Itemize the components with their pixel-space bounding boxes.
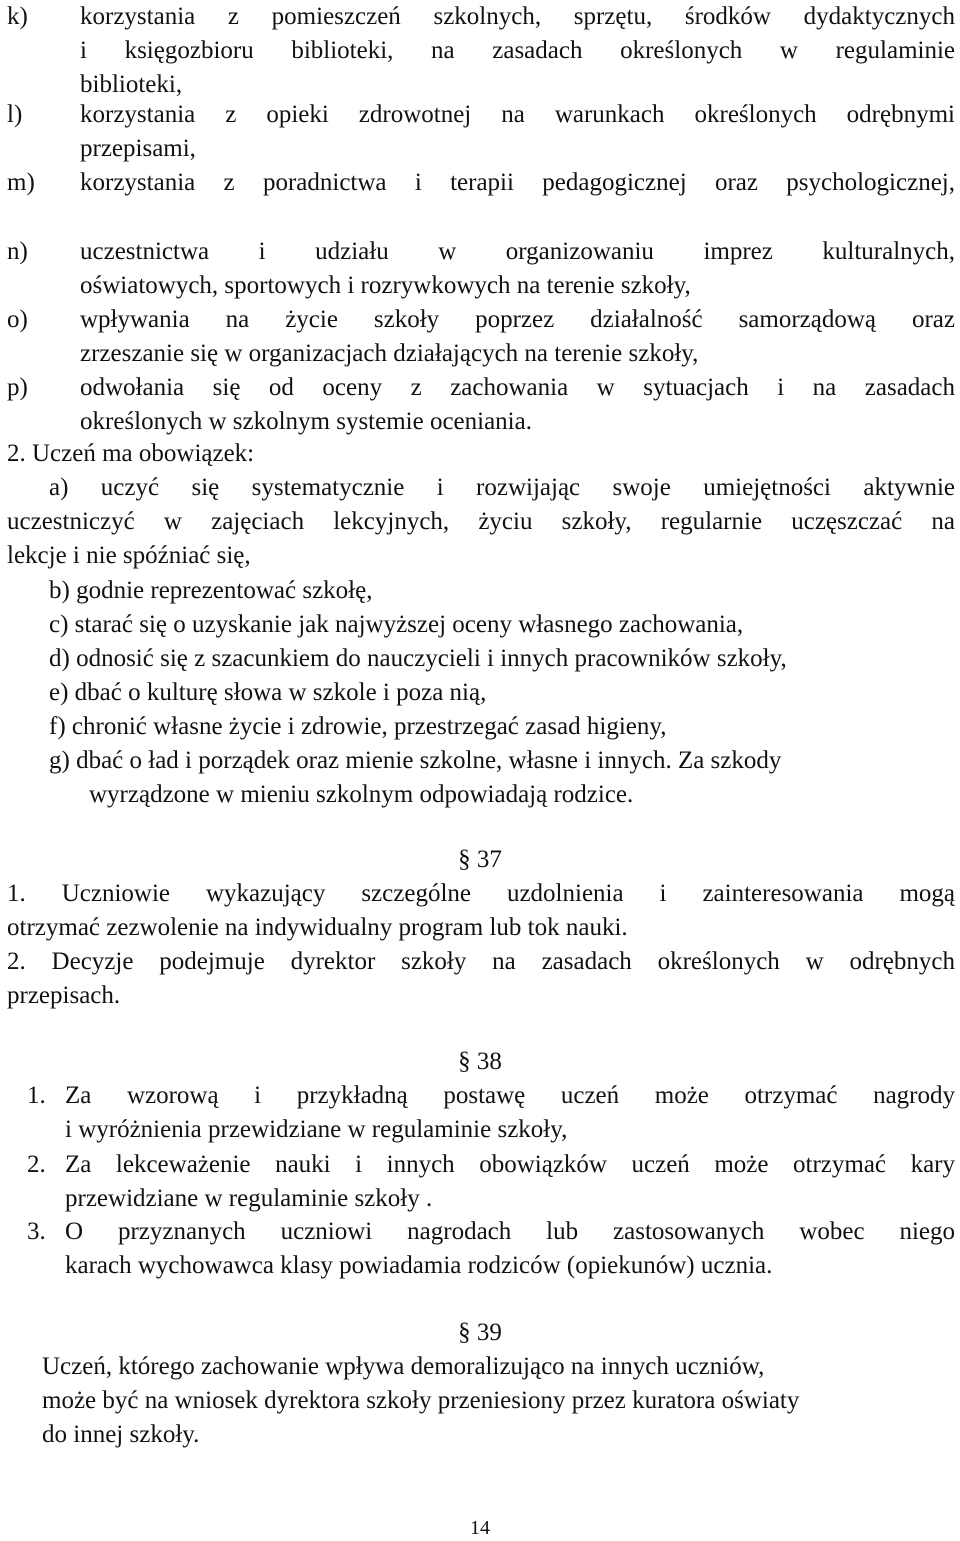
duty-item-c: c) starać się o uzyskanie jak najwyższej oceny własnego zachowania,	[49, 611, 744, 638]
page-number: 14	[470, 1517, 490, 1539]
line: może być na wniosek dyrektora szkoły przeniesiony przez kuratora oświaty	[42, 1387, 800, 1414]
duty-item-a	[7, 471, 955, 573]
list-label: l)	[7, 101, 23, 128]
line: oświatowych, sportowych i rozrywkowych na terenie szkoły,	[80, 272, 691, 299]
section-heading-37: § 37	[458, 846, 502, 873]
list-label: k)	[7, 3, 28, 30]
section-37-paragraph-1	[7, 877, 955, 945]
line: a) uczyć się systematycznie i rozwijając swoje umiejętności aktywnie	[49, 474, 955, 501]
line: Uczeń, którego zachowanie wpływa demoralizująco na innych uczniów,	[42, 1353, 765, 1380]
duty-item-g: g) dbać o ład i porządek oraz mienie szkolne, własne i innych. Za szkody	[49, 747, 782, 774]
line: Za wzorową i przykładną postawę uczeń może otrzymać nagrody	[65, 1082, 955, 1109]
line: biblioteki,	[80, 71, 183, 98]
list-label: m)	[7, 169, 35, 196]
line: 1. Uczniowie wykazujący szczególne uzdolnienia i zainteresowania mogą	[7, 880, 955, 907]
line: przepisach.	[7, 982, 121, 1009]
list-label: 3.	[27, 1218, 46, 1245]
line: uczestniczyć w zajęciach lekcyjnych, życiu szkoły, regularnie uczęszczać na	[7, 508, 955, 535]
line: przepisami,	[80, 135, 196, 162]
line: i wyróżnienia przewidziane w regulaminie szkoły,	[65, 1116, 568, 1143]
duty-items	[49, 574, 955, 812]
line: korzystania z poradnictwa i terapii pedagogicznej oraz psychologicznej,	[80, 169, 955, 196]
line: do innej szkoły.	[42, 1421, 200, 1448]
line: karach wychowawca klasy powiadamia rodziców (opiekunów) ucznia.	[65, 1252, 773, 1279]
line: określonych w szkolnym systemie oceniania.	[80, 408, 532, 435]
section-37-paragraph-2	[7, 945, 955, 1013]
duty-item-d: d) odnosić się z szacunkiem do nauczycieli i innych pracowników szkoły,	[49, 645, 787, 672]
line: Za lekceważenie nauki i innych obowiązków uczeń może otrzymać kary	[65, 1151, 955, 1178]
list-label: 1.	[27, 1082, 46, 1109]
list-label: 2.	[27, 1151, 46, 1178]
list-label: p)	[7, 374, 28, 401]
line: O przyznanych uczniowi nagrodach lub zastosowanych wobec niego	[65, 1218, 955, 1245]
line: 2. Decyzje podejmuje dyrektor szkoły na zasadach określonych w odrębnych	[7, 948, 955, 975]
line: uczestnictwa i udziału w organizowaniu imprez kulturalnych,	[80, 238, 955, 265]
line: przewidziane w regulaminie szkoły .	[65, 1185, 433, 1212]
duty-item-f: f) chronić własne życie i zdrowie, przestrzegać zasad higieny,	[49, 713, 667, 740]
line: wpływania na życie szkoły poprzez działalność samorządową oraz	[80, 306, 955, 333]
section-heading-38: § 38	[458, 1048, 502, 1075]
duties-heading: 2. Uczeń ma obowiązek:	[7, 440, 255, 467]
list-label: o)	[7, 306, 28, 333]
line: otrzymać zezwolenie na indywidualny program lub tok nauki.	[7, 914, 628, 941]
line: korzystania z opieki zdrowotnej na warunkach określonych odrębnymi	[80, 101, 955, 128]
line: zrzeszanie się w organizacjach działających na terenie szkoły,	[80, 340, 699, 367]
section-39-paragraph	[42, 1350, 950, 1452]
duty-item-g-continued: wyrządzone w mieniu szkolnym odpowiadają rodzice.	[89, 781, 634, 808]
line: i księgozbioru biblioteki, na zasadach określonych w regulaminie	[80, 37, 955, 64]
line: korzystania z pomieszczeń szkolnych, sprzętu, środków dydaktycznych	[80, 3, 955, 30]
line: odwołania się od oceny z zachowania w sytuacjach i na zasadach	[80, 374, 955, 401]
duty-item-e: e) dbać o kulturę słowa w szkole i poza nią,	[49, 679, 487, 706]
list-label: n)	[7, 238, 28, 265]
duty-item-b: b) godnie reprezentować szkołę,	[49, 577, 373, 604]
line: lekcje i nie spóźniać się,	[7, 542, 251, 569]
section-heading-39: § 39	[458, 1319, 502, 1346]
